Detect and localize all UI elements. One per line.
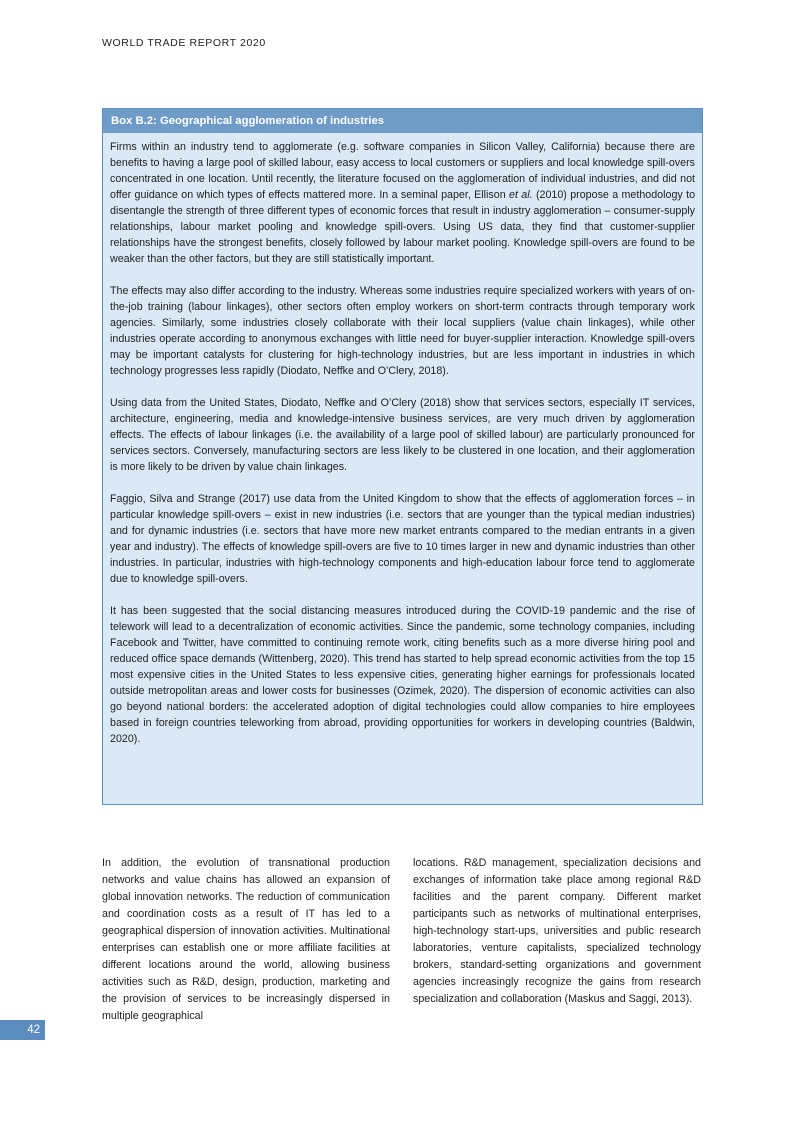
body-column-left: In addition, the evolution of transnational production networks and value chains has allowed an expansion of global innovation networks. The reduction of communication and coordination costs as a result of IT has led to a geographical dispersion of innovation activities. Multinational enterprises can establish one or more affiliate facilities at different locations around the world, allowing business activities such as R&D, design, production, marketing and the provision of services to be increasingly dispersed in multiple geographical <box>102 857 390 1022</box>
text-box <box>102 108 703 805</box>
box-paragraph-italic: et al. <box>509 189 533 201</box>
box-body <box>103 133 702 747</box>
box-paragraph: Using data from the United States, Diodato, Neffke and O’Clery (2018) show that services sectors, especially IT services, architecture, engineering, media and knowledge-intensive business services, are very much driven by agglomeration effects. The effects of labour linkages (i.e. the availability of a large pool of skilled labour) are particularly pronounced for services sectors. Conversely, manufacturing sectors are less likely to be clustered in one location, and their agglomeration is more likely to be driven by value chain linkages. <box>110 397 695 473</box>
box-paragraph-text: (2010) propose a methodology to disentangle the strength of three different types of economic forces that result in industry agglomeration – consumer-supply relationships, labour market pooling and knowledge spill-overs. Using US data, they find that customer-supplier relationships have the strongest benefits, closely followed by labour market pooling. Knowledge spill-overs are found to be weaker than the other factors, but they are still statistically important. <box>110 189 696 265</box>
body-column-right: locations. R&D management, specialization decisions and exchanges of information take place among regional R&D facilities and the parent company. Different market participants such as networks of multinational enterprises, high-technology start-ups, universities and public research laboratories, venture capitalists, specialized technology brokers, standard-setting organizations and government agencies increasingly recognize the gains from research specialization and collaboration (Maskus and Saggi, 2013). <box>413 857 701 1005</box>
box-paragraph <box>110 139 695 267</box>
running-header: WORLD TRADE REPORT 2020 <box>102 37 266 49</box>
box-paragraph: It has been suggested that the social distancing measures introduced during the COVID-19 pandemic and the rise of telework will lead to a decentralization of economic activities. Since the pandemic, some technology companies, including Facebook and Twitter, have committed to continuing remote work, citing benefits such as a more diverse hiring pool and reduced office space demands (Wittenberg, 2020). This trend has started to help spread economic activities from the top 15 most expensive cities in the United States to less expensive cities, generating higher earnings for professionals located outside metropolitan areas and lower costs for businesses (Ozimek, 2020). The dispersion of economic activities can also go beyond national borders: the accelerated adoption of digital technologies could allow companies to hire employees based in foreign countries teleworking from abroad, providing opportunities for workers in developing countries (Baldwin, 2020). <box>110 605 695 745</box>
page-number: 42 <box>0 1020 45 1040</box>
box-paragraph: Faggio, Silva and Strange (2017) use data from the United Kingdom to show that the effects of agglomeration forces – in particular knowledge spill-overs – exist in new industries (i.e. sectors that are younger than the typical median industries) and for dynamic industries (i.e. sectors that have more new market entrants compared to the median entrants in a given year and industry). The effects of knowledge spill-overs are five to 10 times larger in new and dynamic industries than other industries. In particular, industries with high-technology components and high-education labour force tend to agglomerate due to knowledge spill-overs. <box>110 493 695 585</box>
box-title: Box B.2: Geographical agglomeration of industries <box>103 109 702 133</box>
box-paragraph: The effects may also differ according to the industry. Whereas some industries require specialized workers with years of on-the-job training (labour linkages), other sectors often employ workers on short-term contracts through temporary work agencies. Similarly, some industries closely collaborate with their local suppliers (value chain linkages), while other industries operate according to anonymous exchanges with little need for buyer-supplier interaction. Knowledge spill-overs may be important catalysts for clustering for high-technology industries, but are less important in industries in which technology progresses less rapidly (Diodato, Neffke and O’Clery, 2018). <box>110 285 695 377</box>
box-paragraph-text: Firms within an industry tend to agglomerate (e.g. software companies in Silicon Valley, California) because there are benefits to having a large pool of skilled labour, easy access to local customers or suppliers and local knowledge spill-overs concentrated in one location. Until recently, the literature focused on the agglomeration of individual industries, and did not offer guidance on which types of effects mattered more. In a seminal paper, Ellison <box>110 141 695 201</box>
